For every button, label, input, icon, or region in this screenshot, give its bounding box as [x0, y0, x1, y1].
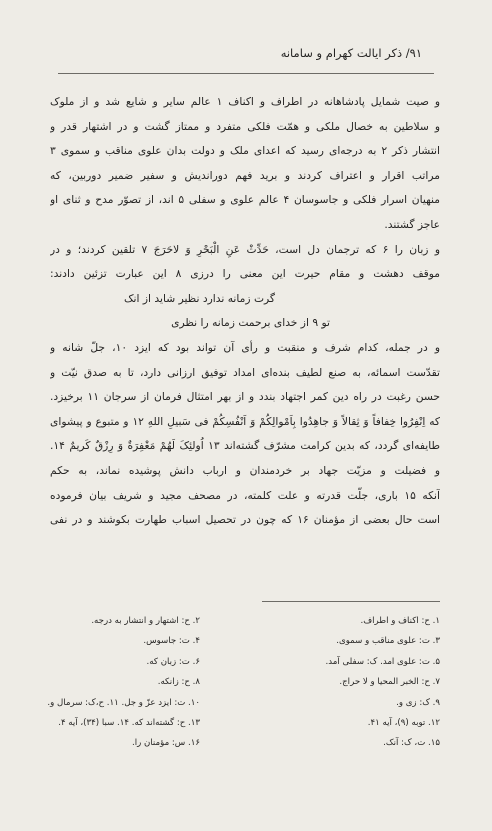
footnote-row [50, 733, 440, 753]
footnote: ۴. ت: جاسوس. [143, 636, 200, 647]
footnote: ۱. ح: اکناف و اطراف. [360, 616, 440, 626]
footnote: ۵. ت: علوی امد. ک: سفلی آمد. [325, 656, 440, 667]
footnote: ۸. ح: زانکه. [157, 677, 200, 688]
text-line: و در جمله، کدام شرف و منقبت و رأی آن تواند بود که ایزد ۱۰، جلّ شانه و [50, 340, 440, 354]
text-line: حسن رغبت در راه دین کمر اجتهاد بندد و از بهر امتثال فرمان از سرجان ۱۱ برخیزد. [50, 390, 440, 404]
verse-line: تو ۹ از خدای برحمت زمانه را نظری [171, 316, 330, 330]
text-line: موقف دهشت و مقام حیرت این معنی را درزی ۸ این عبارت تزئین دادند: [50, 267, 440, 281]
text-line: و صیت شمایل پادشاهانه در اطراف و اکناف ۱ عالم سایر و شایع شد و از ملوک [50, 95, 440, 108]
text-line: عاجز گشتند. [384, 217, 440, 231]
footnote: ۶. ت: زبان که. [146, 656, 200, 667]
footnote-rule [262, 601, 440, 602]
main-text [50, 90, 440, 533]
footnote-row [50, 611, 440, 631]
footnote: ۱۶. س: مؤمنان را. [132, 738, 200, 749]
footnote-row [50, 713, 440, 733]
footnotes [47, 611, 440, 754]
text-line: تقدّست اسمائه، به صنع لطیف بنده‌ای امداد توفیق ارزانی دارد، تا به صدق نیّت و [50, 365, 440, 379]
footnote: ۱۲. توبه (۹)، آیه ۴۱. [367, 717, 440, 728]
text-line: طایفه‌ای گردد، که بدین کرامت مشرّف گشته‌اند ۱۳ اُولئِکَ لَهُمْ مَغْفِرَةٌ وَ رِزْقٌ کَریمٌ ۱۴. [50, 439, 440, 453]
footnote: ۳. ت: علوی مناقب و سموی. [336, 636, 440, 647]
footnote-row [47, 693, 440, 713]
verse-line: گرت زمانه ندارد نظیر شاید از انک [123, 291, 275, 305]
text-line: انتشار ذکر ۲ به درجه‌ای رسید که اعدای ملک و دولت بدان علوی مناقب و سموی ۳ [50, 144, 440, 158]
running-header: ۹۱/ ذکر ایالت کهرام و سامانه [280, 46, 422, 60]
footnote: ۱۳. ح: گشته‌اند که. ۱۴. سبا (۳۴)، آیه ۴. [58, 717, 200, 728]
footnote-row [50, 652, 440, 672]
text-line: آنکه ۱۵ باری، جلّت قدرته و علت کلمته، در مصحف مجید و شریف بیان فرموده [50, 488, 440, 502]
header-rule [58, 73, 434, 74]
text-line: و سلاطین به خصال ملکی و همّت فلکی متفرد و ممتاز گشت و در اشتهار قدر و [50, 119, 440, 133]
footnote: ۹. ک: زی و. [396, 697, 440, 708]
footnote-row [50, 631, 440, 651]
text-line: مراتب اقرار و اعتراف کردند و برید فهم دوراندیش و سفیر ضمیر دوربین، که [50, 168, 440, 182]
text-line: منهیان اسرار فلکی و جاسوسان ۴ عالم علوی و سفلی ۵ اند، از تصوّر مدح و ثنای او [50, 193, 440, 207]
text-line: که اِنْفِرُوا خِفافاً وَ ثِقالاً وَ جاهِدُوا بِاَمْوالِکُمْ وَ اَنْفُسِکُمْ فی سَبیلِ اللهِ ۱۲ و متبوع و پیشوای [50, 414, 440, 428]
text-line: و فضیلت و مزیّت جهاد بر خردمندان و ارباب دانش پوشیده نماند، به حکم [50, 463, 440, 477]
footnote: ۲. ح: اشتهار و انتشار به درجه. [91, 616, 200, 626]
footnote: ۱۵. ت، ک: آنک. [383, 738, 440, 749]
footnote-row [50, 672, 440, 692]
footnote: ۷. ح: الخبر المحیا و لا حراج. [339, 677, 440, 688]
text-line: و زبان را ۶ که ترجمان دل است، حَدِّثْ عَنِ الْبَحْرِ وَ لاحَرَجَ ۷ تلقین کردند؛ و در [50, 242, 440, 256]
footnote: ۱۰. ت: ایزد عزّ و جل. ۱۱. ح،ک: سرمال و. [47, 697, 200, 708]
text-line: است حال بعضی از مؤمنان ۱۶ که چون در تحصیل اسباب طهارت بکوشند و در نفی [50, 513, 440, 527]
